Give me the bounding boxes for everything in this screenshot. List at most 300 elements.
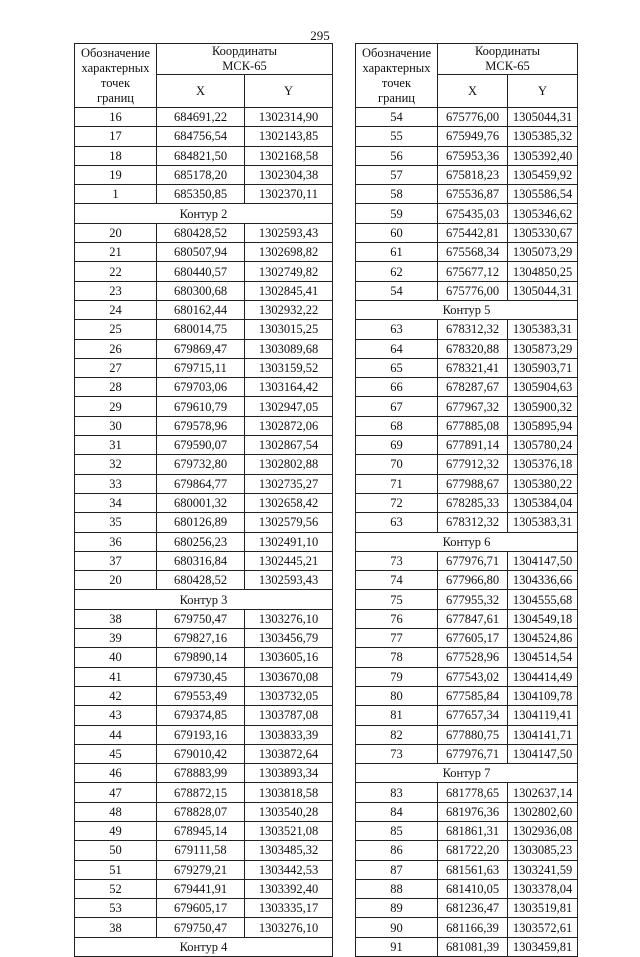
x-coordinate-cell: 678320,88 [438,339,508,358]
table-row [75,744,333,763]
point-id-cell: 39 [75,629,157,648]
point-designation-header [356,44,438,108]
y-coordinate-cell: 1302579,56 [245,513,333,532]
point-id-cell: 37 [75,551,157,570]
table-row [75,185,333,204]
table-row [75,378,333,397]
point-id-cell: 18 [75,146,157,165]
point-id-cell: 80 [356,686,438,705]
y-coordinate-cell: 1302698,82 [245,243,333,262]
point-id-cell: 27 [75,358,157,377]
coordinates-table-right [355,43,578,957]
table-row [75,629,333,648]
contour-label: Контур 3 [75,590,333,609]
header-line: границ [378,91,415,105]
point-id-cell: 57 [356,165,438,184]
point-id-cell: 16 [75,108,157,127]
y-coordinate-cell: 1303159,52 [245,358,333,377]
table-row [75,243,333,262]
point-id-cell: 65 [356,358,438,377]
x-coordinate-cell: 678312,32 [438,513,508,532]
y-coordinate-cell: 1302658,42 [245,493,333,512]
y-coordinate-cell: 1305904,63 [508,378,578,397]
x-coordinate-cell: 680507,94 [157,243,245,262]
x-coordinate-cell: 684821,50 [157,146,245,165]
table-row [356,667,578,686]
x-coordinate-cell: 677528,96 [438,648,508,667]
point-id-cell: 87 [356,860,438,879]
y-coordinate-cell: 1305903,71 [508,358,578,377]
x-coordinate-cell: 678287,67 [438,378,508,397]
point-id-cell: 34 [75,493,157,512]
x-coordinate-cell: 677988,67 [438,474,508,493]
header-line: Обозначение [80,46,151,60]
point-id-cell: 54 [356,108,438,127]
table-row [75,551,333,570]
point-id-cell: 63 [356,320,438,339]
table-row [75,609,333,628]
table-row [356,744,578,763]
y-coordinate-cell: 1303572,61 [508,918,578,937]
table-row [75,146,333,165]
point-id-cell: 22 [75,262,157,281]
x-coordinate-cell: 678321,41 [438,358,508,377]
table-row [356,146,578,165]
table-row [356,474,578,493]
point-id-cell: 62 [356,262,438,281]
table-row [356,937,578,956]
table-row [75,802,333,821]
x-coordinate-cell: 679590,07 [157,436,245,455]
x-coordinate-cell: 675953,36 [438,146,508,165]
table-row [356,165,578,184]
y-coordinate-cell: 1302168,58 [245,146,333,165]
point-id-cell: 29 [75,397,157,416]
point-id-cell: 33 [75,474,157,493]
x-coordinate-cell: 684691,22 [157,108,245,127]
point-id-cell: 21 [75,243,157,262]
y-coordinate-cell: 1304147,50 [508,551,578,570]
y-coordinate-cell: 1305392,40 [508,146,578,165]
y-coordinate-cell: 1305384,04 [508,493,578,512]
x-coordinate-cell: 677880,75 [438,725,508,744]
point-id-cell: 40 [75,648,157,667]
x-coordinate-cell: 680126,89 [157,513,245,532]
x-coordinate-cell: 679703,06 [157,378,245,397]
y-coordinate-cell: 1303392,40 [245,879,333,898]
x-coordinate-cell: 675442,81 [438,223,508,242]
point-id-cell: 47 [75,783,157,802]
table-row [356,513,578,532]
y-coordinate-cell: 1305380,22 [508,474,578,493]
point-id-cell: 49 [75,821,157,840]
point-id-cell: 30 [75,416,157,435]
x-coordinate-cell: 679750,47 [157,918,245,937]
point-id-cell: 38 [75,609,157,628]
y-coordinate-cell: 1305586,54 [508,185,578,204]
y-coordinate-cell: 1304414,49 [508,667,578,686]
y-coordinate-cell: 1305376,18 [508,455,578,474]
table-row [75,281,333,300]
x-coordinate-cell: 679869,47 [157,339,245,358]
x-coordinate-cell: 678883,99 [157,764,245,783]
table-row [75,455,333,474]
x-coordinate-cell: 677585,84 [438,686,508,705]
point-id-cell: 86 [356,841,438,860]
point-id-cell: 55 [356,127,438,146]
y-coordinate-cell: 1302749,82 [245,262,333,281]
x-coordinate-cell: 679578,96 [157,416,245,435]
y-coordinate-cell: 1304549,18 [508,609,578,628]
y-header: Y [245,75,333,108]
x-coordinate-cell: 678312,32 [438,320,508,339]
header-line: Координаты [211,44,278,58]
y-coordinate-cell: 1305900,32 [508,397,578,416]
point-id-cell: 43 [75,706,157,725]
table-row [356,378,578,397]
y-coordinate-cell: 1302445,21 [245,551,333,570]
y-coordinate-cell: 1303335,17 [245,899,333,918]
y-coordinate-cell: 1303241,59 [508,860,578,879]
x-coordinate-cell: 679750,47 [157,609,245,628]
contour-label: Контур 4 [75,937,333,956]
table-row [356,262,578,281]
point-id-cell: 81 [356,706,438,725]
table-body [75,108,333,957]
x-coordinate-cell: 677966,80 [438,571,508,590]
table-row [75,358,333,377]
y-coordinate-cell: 1302637,14 [508,783,578,802]
x-coordinate-cell: 675568,34 [438,243,508,262]
point-id-cell: 70 [356,455,438,474]
y-coordinate-cell: 1302936,08 [508,821,578,840]
table-row [75,764,333,783]
x-coordinate-cell: 679111,58 [157,841,245,860]
x-coordinate-cell: 679890,14 [157,648,245,667]
table-row [356,571,578,590]
header-line: точек [100,76,131,90]
point-id-cell: 51 [75,860,157,879]
point-id-cell: 78 [356,648,438,667]
x-coordinate-cell: 679827,16 [157,629,245,648]
table-row [356,899,578,918]
table-row [356,455,578,474]
y-coordinate-cell: 1302867,54 [245,436,333,455]
y-coordinate-cell: 1305385,32 [508,127,578,146]
table-row [75,513,333,532]
y-coordinate-cell: 1304514,54 [508,648,578,667]
y-coordinate-cell: 1303276,10 [245,918,333,937]
point-id-cell: 1 [75,185,157,204]
x-coordinate-cell: 680316,84 [157,551,245,570]
y-coordinate-cell: 1305073,29 [508,243,578,262]
table-row [75,648,333,667]
table-row [356,551,578,570]
table-row [75,300,333,319]
point-id-cell: 89 [356,899,438,918]
table-row [75,493,333,512]
point-id-cell: 32 [75,455,157,474]
contour-label: Контур 7 [356,764,578,783]
x-coordinate-cell: 680428,52 [157,571,245,590]
table-row [75,262,333,281]
x-coordinate-cell: 678872,15 [157,783,245,802]
point-id-cell: 88 [356,879,438,898]
x-coordinate-cell: 679610,79 [157,397,245,416]
y-coordinate-cell: 1305044,31 [508,281,578,300]
point-id-cell: 56 [356,146,438,165]
x-coordinate-cell: 681236,47 [438,899,508,918]
point-id-cell: 20 [75,223,157,242]
table-header [356,44,578,108]
table-row [356,281,578,300]
table-row [356,609,578,628]
x-header: X [438,75,508,108]
header-line: характерных [362,61,431,75]
contour-label: Контур 6 [356,532,578,551]
table-row [75,436,333,455]
header-line: Обозначение [361,46,432,60]
point-id-cell: 24 [75,300,157,319]
x-coordinate-cell: 679441,91 [157,879,245,898]
table-row [75,879,333,898]
y-coordinate-cell: 1304524,86 [508,629,578,648]
y-coordinate-cell: 1302802,60 [508,802,578,821]
table-row [356,706,578,725]
x-coordinate-cell: 677891,14 [438,436,508,455]
x-coordinate-cell: 680428,52 [157,223,245,242]
y-coordinate-cell: 1302872,06 [245,416,333,435]
y-coordinate-cell: 1305780,24 [508,436,578,455]
table-row [356,493,578,512]
table-row [75,725,333,744]
point-id-cell: 73 [356,551,438,570]
y-coordinate-cell: 1303459,81 [508,937,578,956]
x-coordinate-cell: 679553,49 [157,686,245,705]
y-coordinate-cell: 1305459,92 [508,165,578,184]
x-coordinate-cell: 680256,23 [157,532,245,551]
x-coordinate-cell: 677543,02 [438,667,508,686]
y-coordinate-cell: 1303085,23 [508,841,578,860]
table-row [75,474,333,493]
point-id-cell: 74 [356,571,438,590]
point-id-cell: 52 [75,879,157,898]
header-line: Координаты [474,44,541,58]
table-row [356,879,578,898]
x-coordinate-cell: 679279,21 [157,860,245,879]
page-number: 295 [310,28,330,43]
y-coordinate-cell: 1302932,22 [245,300,333,319]
x-coordinate-cell: 685350,85 [157,185,245,204]
table-row [75,841,333,860]
x-coordinate-cell: 679605,17 [157,899,245,918]
table-row [356,223,578,242]
y-coordinate-cell: 1303521,08 [245,821,333,840]
y-coordinate-cell: 1302370,11 [245,185,333,204]
coordinates-table-left [74,43,333,957]
header-line: характерных [81,61,150,75]
point-id-cell: 84 [356,802,438,821]
y-coordinate-cell: 1303276,10 [245,609,333,628]
point-id-cell: 38 [75,918,157,937]
y-coordinate-cell: 1303442,53 [245,860,333,879]
x-coordinate-cell: 681861,31 [438,821,508,840]
table-row [75,860,333,879]
x-coordinate-cell: 675776,00 [438,281,508,300]
x-coordinate-cell: 675435,03 [438,204,508,223]
x-coordinate-cell: 679010,42 [157,744,245,763]
table-body [356,108,578,957]
y-coordinate-cell: 1305044,31 [508,108,578,127]
y-coordinate-cell: 1304850,25 [508,262,578,281]
table-row [356,108,578,127]
table-row [75,320,333,339]
point-id-cell: 26 [75,339,157,358]
y-coordinate-cell: 1303519,81 [508,899,578,918]
table-row [75,571,333,590]
y-coordinate-cell: 1303893,34 [245,764,333,783]
table-row [75,821,333,840]
y-coordinate-cell: 1304555,68 [508,590,578,609]
y-coordinate-cell: 1303164,42 [245,378,333,397]
contour-row [356,532,578,551]
x-coordinate-cell: 680001,32 [157,493,245,512]
table-row [75,108,333,127]
point-id-cell: 54 [356,281,438,300]
x-coordinate-cell: 675536,87 [438,185,508,204]
x-coordinate-cell: 678945,14 [157,821,245,840]
table-row [356,629,578,648]
point-designation-header [75,44,157,108]
table-row [75,532,333,551]
point-id-cell: 23 [75,281,157,300]
point-id-cell: 66 [356,378,438,397]
point-id-cell: 20 [75,571,157,590]
table-row [356,397,578,416]
table-row [75,127,333,146]
point-id-cell: 58 [356,185,438,204]
x-coordinate-cell: 680014,75 [157,320,245,339]
point-id-cell: 60 [356,223,438,242]
point-id-cell: 73 [356,744,438,763]
table-row [75,667,333,686]
point-id-cell: 90 [356,918,438,937]
point-id-cell: 31 [75,436,157,455]
point-id-cell: 69 [356,436,438,455]
table-row [356,686,578,705]
y-coordinate-cell: 1305895,94 [508,416,578,435]
point-id-cell: 72 [356,493,438,512]
contour-row [356,300,578,319]
x-coordinate-cell: 677967,32 [438,397,508,416]
table-row [75,416,333,435]
y-coordinate-cell: 1304147,50 [508,744,578,763]
y-coordinate-cell: 1303787,08 [245,706,333,725]
y-coordinate-cell: 1303818,58 [245,783,333,802]
point-id-cell: 35 [75,513,157,532]
point-id-cell: 42 [75,686,157,705]
x-coordinate-cell: 681722,20 [438,841,508,860]
table-row [75,165,333,184]
y-coordinate-cell: 1303732,05 [245,686,333,705]
y-header: Y [508,75,578,108]
table-row [356,243,578,262]
table-row [356,918,578,937]
table-row [75,899,333,918]
coordinates-header [157,44,333,75]
x-coordinate-cell: 679193,16 [157,725,245,744]
table-row [356,802,578,821]
contour-row [75,937,333,956]
table-row [75,783,333,802]
y-coordinate-cell: 1303456,79 [245,629,333,648]
y-coordinate-cell: 1304109,78 [508,686,578,705]
y-coordinate-cell: 1303089,68 [245,339,333,358]
header-line: границ [97,91,134,105]
coordinates-header [438,44,578,75]
table-row [75,339,333,358]
table-row [75,686,333,705]
x-coordinate-cell: 679715,11 [157,358,245,377]
x-coordinate-cell: 677657,34 [438,706,508,725]
y-coordinate-cell: 1302735,27 [245,474,333,493]
y-coordinate-cell: 1302143,85 [245,127,333,146]
y-coordinate-cell: 1305330,67 [508,223,578,242]
point-id-cell: 63 [356,513,438,532]
contour-row [75,204,333,223]
table-row [356,590,578,609]
x-coordinate-cell: 681081,39 [438,937,508,956]
x-coordinate-cell: 679730,45 [157,667,245,686]
y-coordinate-cell: 1305383,31 [508,513,578,532]
point-id-cell: 77 [356,629,438,648]
x-coordinate-cell: 679864,77 [157,474,245,493]
table-row [356,204,578,223]
point-id-cell: 17 [75,127,157,146]
y-coordinate-cell: 1302491,10 [245,532,333,551]
x-coordinate-cell: 677955,32 [438,590,508,609]
table-row [356,436,578,455]
header-line: МСК-65 [485,59,530,73]
table-row [356,841,578,860]
y-coordinate-cell: 1302593,43 [245,571,333,590]
table-row [75,918,333,937]
y-coordinate-cell: 1304336,66 [508,571,578,590]
x-coordinate-cell: 679374,85 [157,706,245,725]
point-id-cell: 61 [356,243,438,262]
y-coordinate-cell: 1305346,62 [508,204,578,223]
table-row [356,320,578,339]
y-coordinate-cell: 1303605,16 [245,648,333,667]
point-id-cell: 82 [356,725,438,744]
x-coordinate-cell: 680300,68 [157,281,245,300]
x-coordinate-cell: 675677,12 [438,262,508,281]
x-coordinate-cell: 677912,32 [438,455,508,474]
x-coordinate-cell: 677885,08 [438,416,508,435]
x-coordinate-cell: 681778,65 [438,783,508,802]
point-id-cell: 48 [75,802,157,821]
point-id-cell: 25 [75,320,157,339]
x-coordinate-cell: 680162,44 [157,300,245,319]
x-coordinate-cell: 677605,17 [438,629,508,648]
y-coordinate-cell: 1302314,90 [245,108,333,127]
table-row [356,358,578,377]
y-coordinate-cell: 1303540,28 [245,802,333,821]
y-coordinate-cell: 1305873,29 [508,339,578,358]
table-row [356,783,578,802]
x-coordinate-cell: 681976,36 [438,802,508,821]
y-coordinate-cell: 1304141,71 [508,725,578,744]
